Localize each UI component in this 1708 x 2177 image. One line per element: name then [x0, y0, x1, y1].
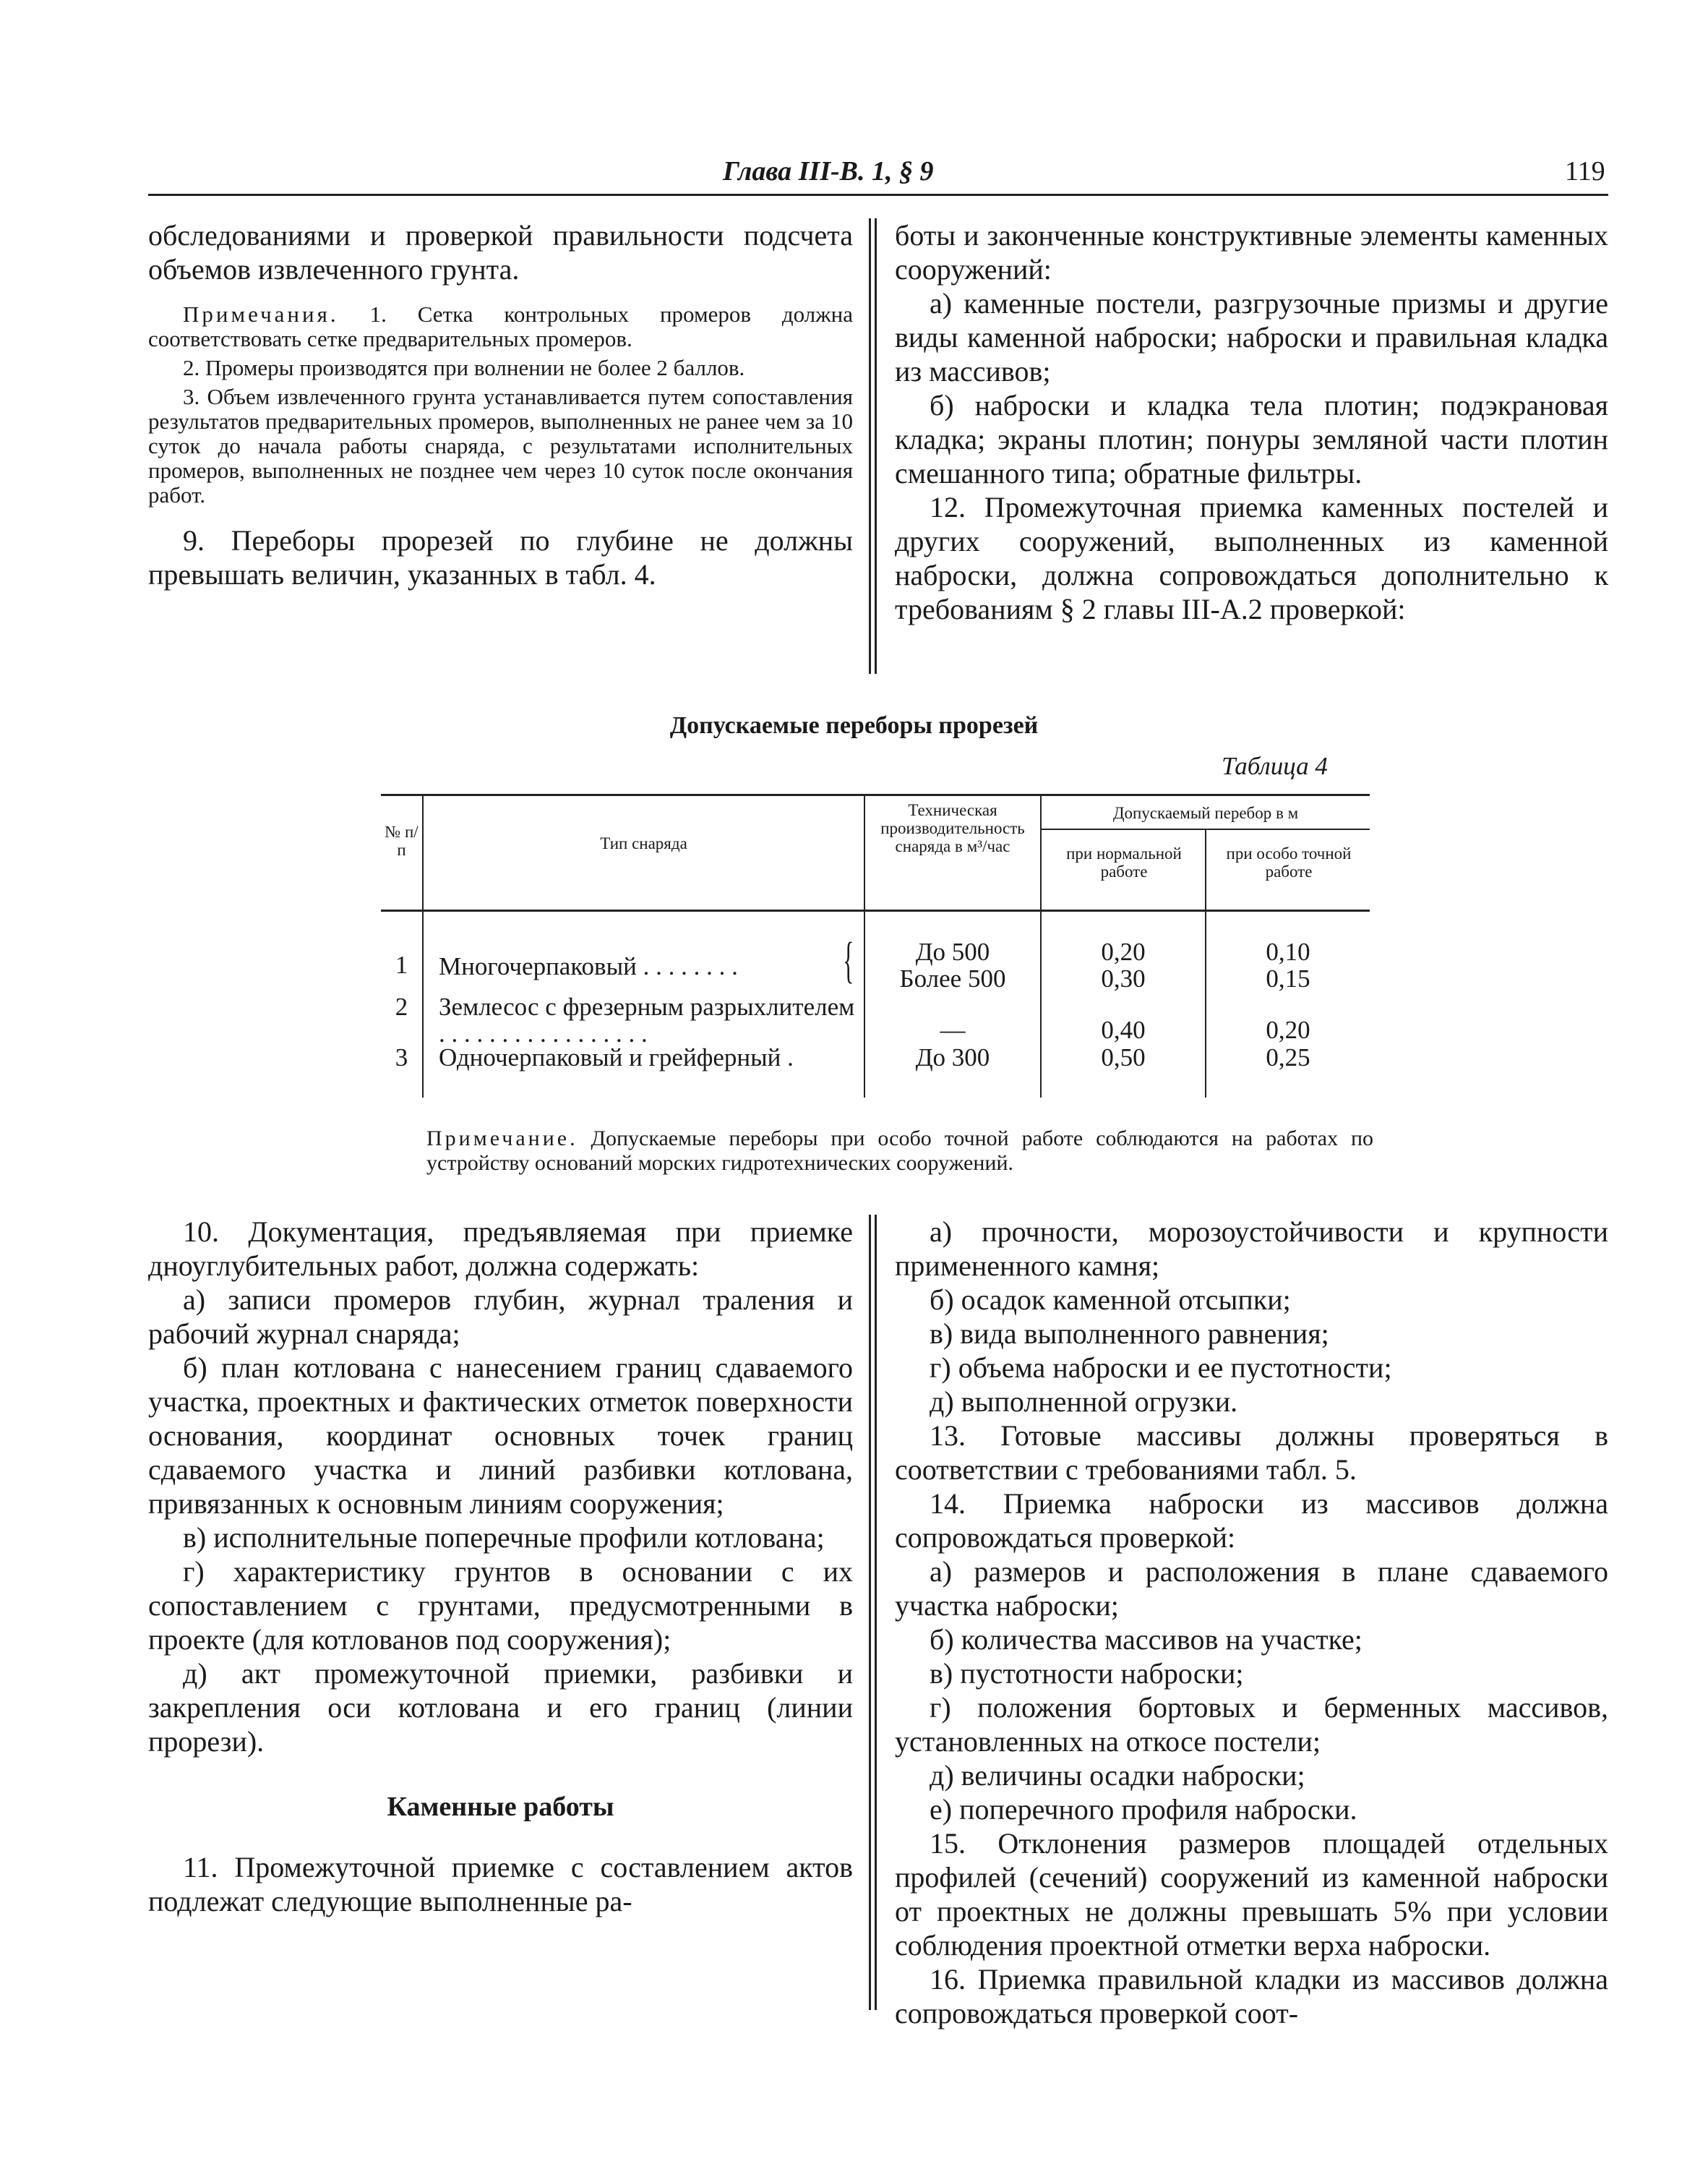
item-14d: г) положения бортовых и берменных массивов, установленных на откосе постели;	[895, 1691, 1608, 1758]
notes-block	[148, 302, 853, 508]
item-9: 9. Переборы прорезей по глубине не должны превышать величин, указанных в табл. 4.	[148, 524, 853, 591]
paragraph-continuation: обследованиями и проверкой правильности подсчета объемов извлеченного грунта.	[148, 219, 853, 286]
bottom-right-column	[895, 1215, 1608, 2030]
header-normal: при нормальной работе	[1066, 844, 1182, 881]
item-14a: а) размеров и расположения в плане сдаваемого участка наброски;	[895, 1555, 1608, 1622]
row2-type: Землесос с фрезерным разрыхлителем . . . . . . . . . . . . . . . . .	[439, 993, 855, 1048]
item-d: г) объема наброски и ее пустотности;	[930, 1351, 1392, 1384]
table-top-rule	[381, 794, 1370, 796]
note-2: 2. Промеры производятся при волнении не более 2 баллов.	[183, 355, 745, 380]
row3-precise: 0,25	[1266, 1043, 1310, 1072]
top-left-column	[148, 218, 853, 591]
item-10e: д) акт промежуточной приемки, разбивки и закрепления оси котлована и его границ (линии прорези).	[148, 1657, 853, 1758]
page-number: 119	[1565, 156, 1605, 187]
item-10d: г) характеристику грунтов в основании с их сопоставлением с грунтами, предусмотренными в проекте (для котлованов под сооружения);	[148, 1555, 853, 1656]
item-11: 11. Промежуточной приемке с составлением актов подлежат следующие выполненные ра-	[148, 1851, 853, 1917]
column-divider-top	[869, 218, 871, 674]
row2-num: 2	[395, 993, 408, 1021]
header-allowed: Допускаемый перебор в м	[1112, 804, 1299, 822]
header-precise: при особо точной работе	[1226, 844, 1352, 881]
table-title: Допускаемые переборы прорезей	[669, 712, 1039, 739]
row2-normal: 0,40	[1101, 1016, 1146, 1044]
row1-capacity-a: До 500	[915, 938, 990, 966]
item-e: д) выполненной огрузки.	[930, 1385, 1238, 1418]
row1-capacity-b: Более 500	[899, 965, 1006, 993]
item-10: 10. Документация, предъявляемая при приемке дноуглубительных работ, должна содержать:	[148, 1215, 853, 1282]
row1-precise-b: 0,15	[1266, 965, 1310, 993]
section-heading: Каменные работы	[387, 1792, 614, 1822]
row1-normal-b: 0,30	[1101, 965, 1146, 993]
item-10b: б) план котлована с нанесением границ сдаваемого участка, проектных и фактических отметок поверхности основания, координат основных точек границ сдаваемого участка и линий разбивки котлована, привязанных к основным линиям сооружения;	[148, 1351, 853, 1520]
item-10a: а) записи промеров глубин, журнал траления и рабочий журнал снаряда;	[148, 1283, 853, 1350]
row3-normal: 0,50	[1101, 1043, 1146, 1072]
table-number: Таблица 4	[1222, 752, 1328, 780]
table-note-text: Допускаемые переборы при особо точной работе соблюдаются на работах по устройству оснований морских гидротехнических сооружений.	[426, 1126, 1374, 1175]
item-14c: в) пустотности наброски;	[930, 1657, 1244, 1690]
item-10c: в) исполнительные поперечные профили котлована;	[183, 1521, 825, 1554]
top-right-column	[895, 218, 1608, 626]
header-num: № п/п	[385, 823, 419, 859]
item-14: 14. Приемка наброски из массивов должна сопровождаться проверкой:	[895, 1487, 1608, 1554]
row3-type: Одночерпаковый и грейферный .	[439, 1043, 794, 1072]
note-3: 3. Объем извлеченного грунта устанавливается путем сопоставления результатов предварительных промеров, выполненных не ранее чем за 10 суток до начала работы снаряда, с результатами исполнительных промеров, выполненных не позднее чем через 10 суток после окончания работ.	[148, 384, 853, 508]
note-1: Примечания. 1. Сетка контрольных промеров должна соответствовать сетке предварительных промеров.	[148, 301, 853, 351]
header-bottom-rule	[381, 910, 1370, 912]
row2-capacity: —	[940, 1016, 966, 1044]
row1-precise-a: 0,10	[1266, 938, 1310, 966]
row1-brace: {	[843, 933, 854, 988]
item-a: а) прочности, морозоустойчивости и крупности примененного камня;	[895, 1215, 1608, 1282]
item-a: а) каменные постели, разгрузочные призмы и другие виды каменной наброски; наброски и правильная кладка из массивов;	[895, 287, 1608, 388]
item-13: 13. Готовые массивы должны проверяться в соответствии с требованиями табл. 5.	[895, 1419, 1608, 1486]
item-14e: д) величины осадки наброски;	[930, 1759, 1305, 1792]
table-note	[426, 1126, 1373, 1176]
row3-capacity: До 300	[915, 1043, 990, 1072]
bottom-left-column	[148, 1215, 853, 1918]
header-type: Тип снаряда	[600, 834, 687, 852]
item-14b: б) количества массивов на участке;	[930, 1623, 1362, 1656]
notes-label: Примечания.	[183, 301, 339, 327]
item-15: 15. Отклонения размеров площадей отдельных профилей (сечений) сооружений из каменной наброски от проектных не должны превышать 5% при условии соблюдения проектной отметки верха наброски.	[895, 1827, 1608, 1962]
running-header: Глава III-В. 1, § 9	[723, 156, 934, 187]
item-b: б) наброски и кладка тела плотин; подэкрановая кладка; экраны плотин; понуры земляной части плотин смешанного типа; обратные фильтры.	[895, 389, 1608, 489]
item-14f: е) поперечного профиля наброски.	[930, 1793, 1357, 1826]
item-16: 16. Приемка правильной кладки из массивов должна сопровождаться проверкой соот-	[895, 1963, 1608, 2030]
item-c: в) вида выполненного равнения;	[930, 1317, 1329, 1350]
row2-precise: 0,20	[1266, 1016, 1310, 1044]
header-capacity: Техническая производительность снаряда в м³/час	[880, 801, 1025, 855]
item-b: б) осадок каменной отсыпки;	[930, 1283, 1291, 1316]
column-divider-bottom-2	[875, 1215, 877, 2010]
row1-num: 1	[395, 951, 408, 979]
paragraph-continuation: боты и законченные конструктивные элементы каменных сооружений:	[895, 219, 1608, 286]
row1-normal-a: 0,20	[1101, 938, 1146, 966]
row3-num: 3	[395, 1043, 408, 1072]
item-12: 12. Промежуточная приемка каменных постелей и других сооружений, выполненных из каменной наброски, должна сопровождаться дополнительно к требованиям § 2 главы III-А.2 проверкой:	[895, 491, 1608, 625]
column-divider-top-2	[875, 218, 877, 674]
row1-type: Многочерпаковый . . . . . . . .	[439, 952, 738, 980]
column-divider-bottom	[869, 1215, 871, 2010]
header-rule	[148, 194, 1608, 196]
table-note-label: Примечание.	[426, 1126, 578, 1150]
table-4	[381, 794, 1370, 1119]
